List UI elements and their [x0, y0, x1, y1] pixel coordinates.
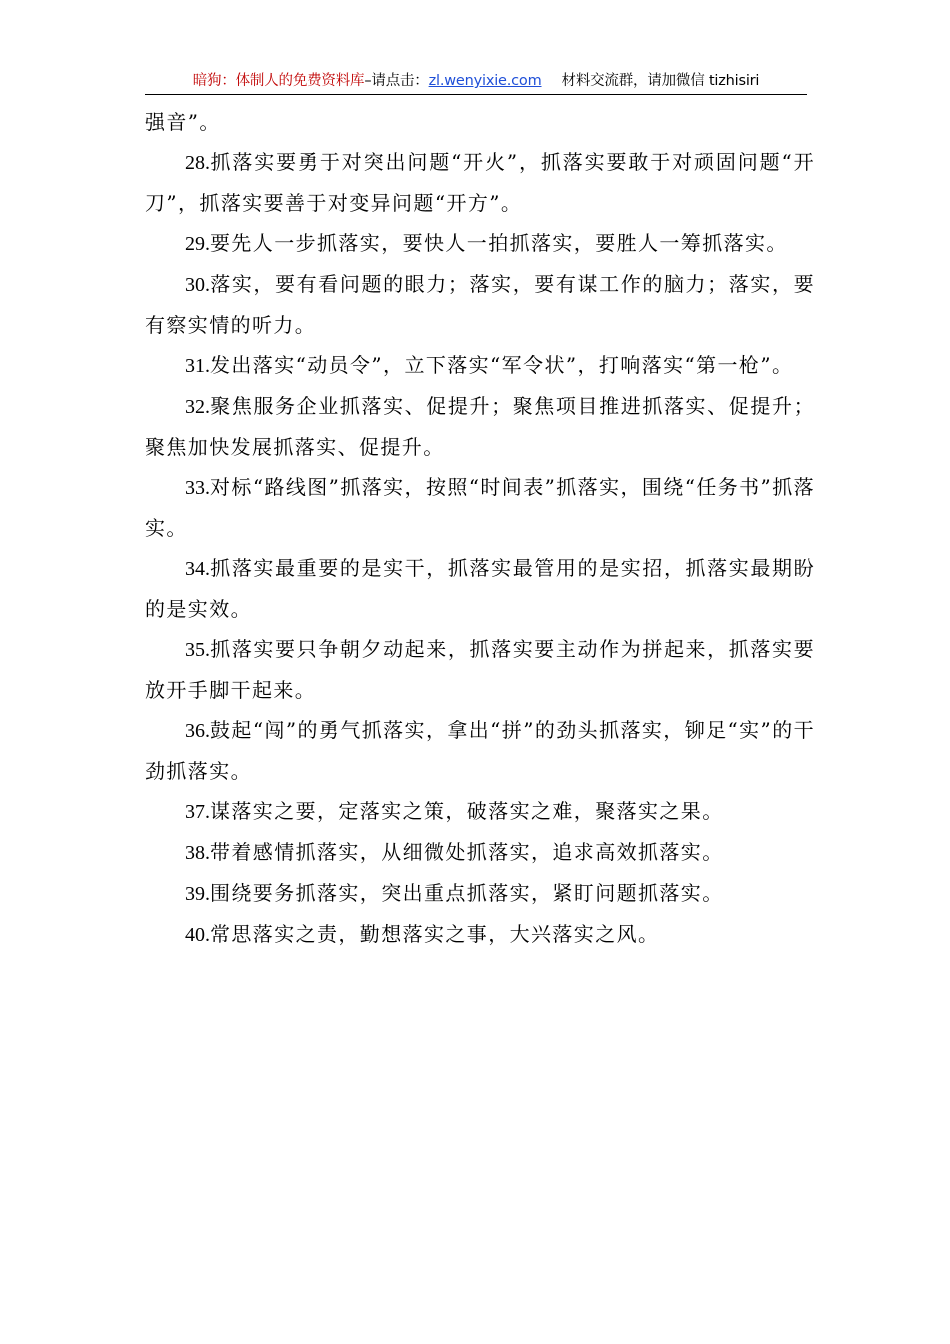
list-item — [145, 223, 815, 264]
item-text: 落实，要有看问题的眼力；落实，要有谋工作的脑力；落实，要有察实情的听力。 — [145, 272, 815, 337]
header-link[interactable]: zl.wenyixie.com — [428, 73, 542, 89]
header-prompt: –请点击： — [364, 73, 429, 89]
item-number: 35. — [185, 639, 210, 661]
item-text: 发出落实“动员令”，立下落实“军令状”，打响落实“第一枪”。 — [210, 353, 794, 377]
item-text: 抓落实要勇于对突出问题“开火”，抓落实要敢于对顽固问题“开刀”，抓落实要善于对变异问题“开方”。 — [145, 150, 815, 215]
list-item — [145, 548, 815, 629]
header-wechat-note: 材料交流群，请加微信 tizhisiri — [561, 73, 760, 89]
list-item — [145, 142, 815, 223]
document-body — [145, 102, 815, 955]
item-text: 谋落实之要，定落实之策，破落实之难，聚落实之果。 — [210, 799, 724, 823]
item-text: 抓落实最重要的是实干，抓落实最管用的是实招，抓落实最期盼的是实效。 — [145, 556, 815, 621]
item-text: 鼓起“闯”的勇气抓落实，拿出“拼”的劲头抓落实，铆足“实”的干劲抓落实。 — [145, 718, 815, 783]
item-number: 40. — [185, 924, 210, 946]
item-number: 33. — [185, 477, 210, 499]
item-number: 32. — [185, 396, 210, 418]
item-number: 36. — [185, 720, 210, 742]
list-item — [145, 264, 815, 345]
list-item — [145, 345, 815, 386]
list-item — [145, 791, 815, 832]
page-header — [145, 68, 807, 95]
item-number: 28. — [185, 152, 210, 174]
list-item — [145, 873, 815, 914]
item-number: 34. — [185, 558, 210, 580]
item-number: 38. — [185, 842, 210, 864]
list-item — [145, 467, 815, 548]
list-item — [145, 832, 815, 873]
header-brand: 暗狗：体制人的免费资料库 — [192, 73, 365, 89]
item-text: 常思落实之责，勤想落实之事，大兴落实之风。 — [210, 922, 660, 946]
list-item — [145, 386, 815, 467]
list-item — [145, 710, 815, 791]
item-text: 抓落实要只争朝夕动起来，抓落实要主动作为拼起来，抓落实要放开手脚干起来。 — [145, 637, 815, 702]
item-number: 39. — [185, 883, 210, 905]
item-text: 要先人一步抓落实，要快人一拍抓落实，要胜人一筹抓落实。 — [210, 231, 788, 255]
item-text: 围绕要务抓落实，突出重点抓落实，紧盯问题抓落实。 — [210, 881, 724, 905]
item-number: 29. — [185, 233, 210, 255]
item-number: 37. — [185, 801, 210, 823]
item-text: 带着感情抓落实，从细微处抓落实，追求高效抓落实。 — [210, 840, 724, 864]
continuation-paragraph: 强音”。 — [145, 110, 221, 134]
item-number: 30. — [185, 274, 210, 296]
list-item — [145, 914, 815, 955]
list-item — [145, 629, 815, 710]
item-text: 对标“路线图”抓落实，按照“时间表”抓落实，围绕“任务书”抓落实。 — [145, 475, 815, 540]
item-number: 31. — [185, 355, 210, 377]
item-text: 聚焦服务企业抓落实、促提升；聚焦项目推进抓落实、促提升；聚焦加快发展抓落实、促提升。 — [145, 394, 815, 459]
